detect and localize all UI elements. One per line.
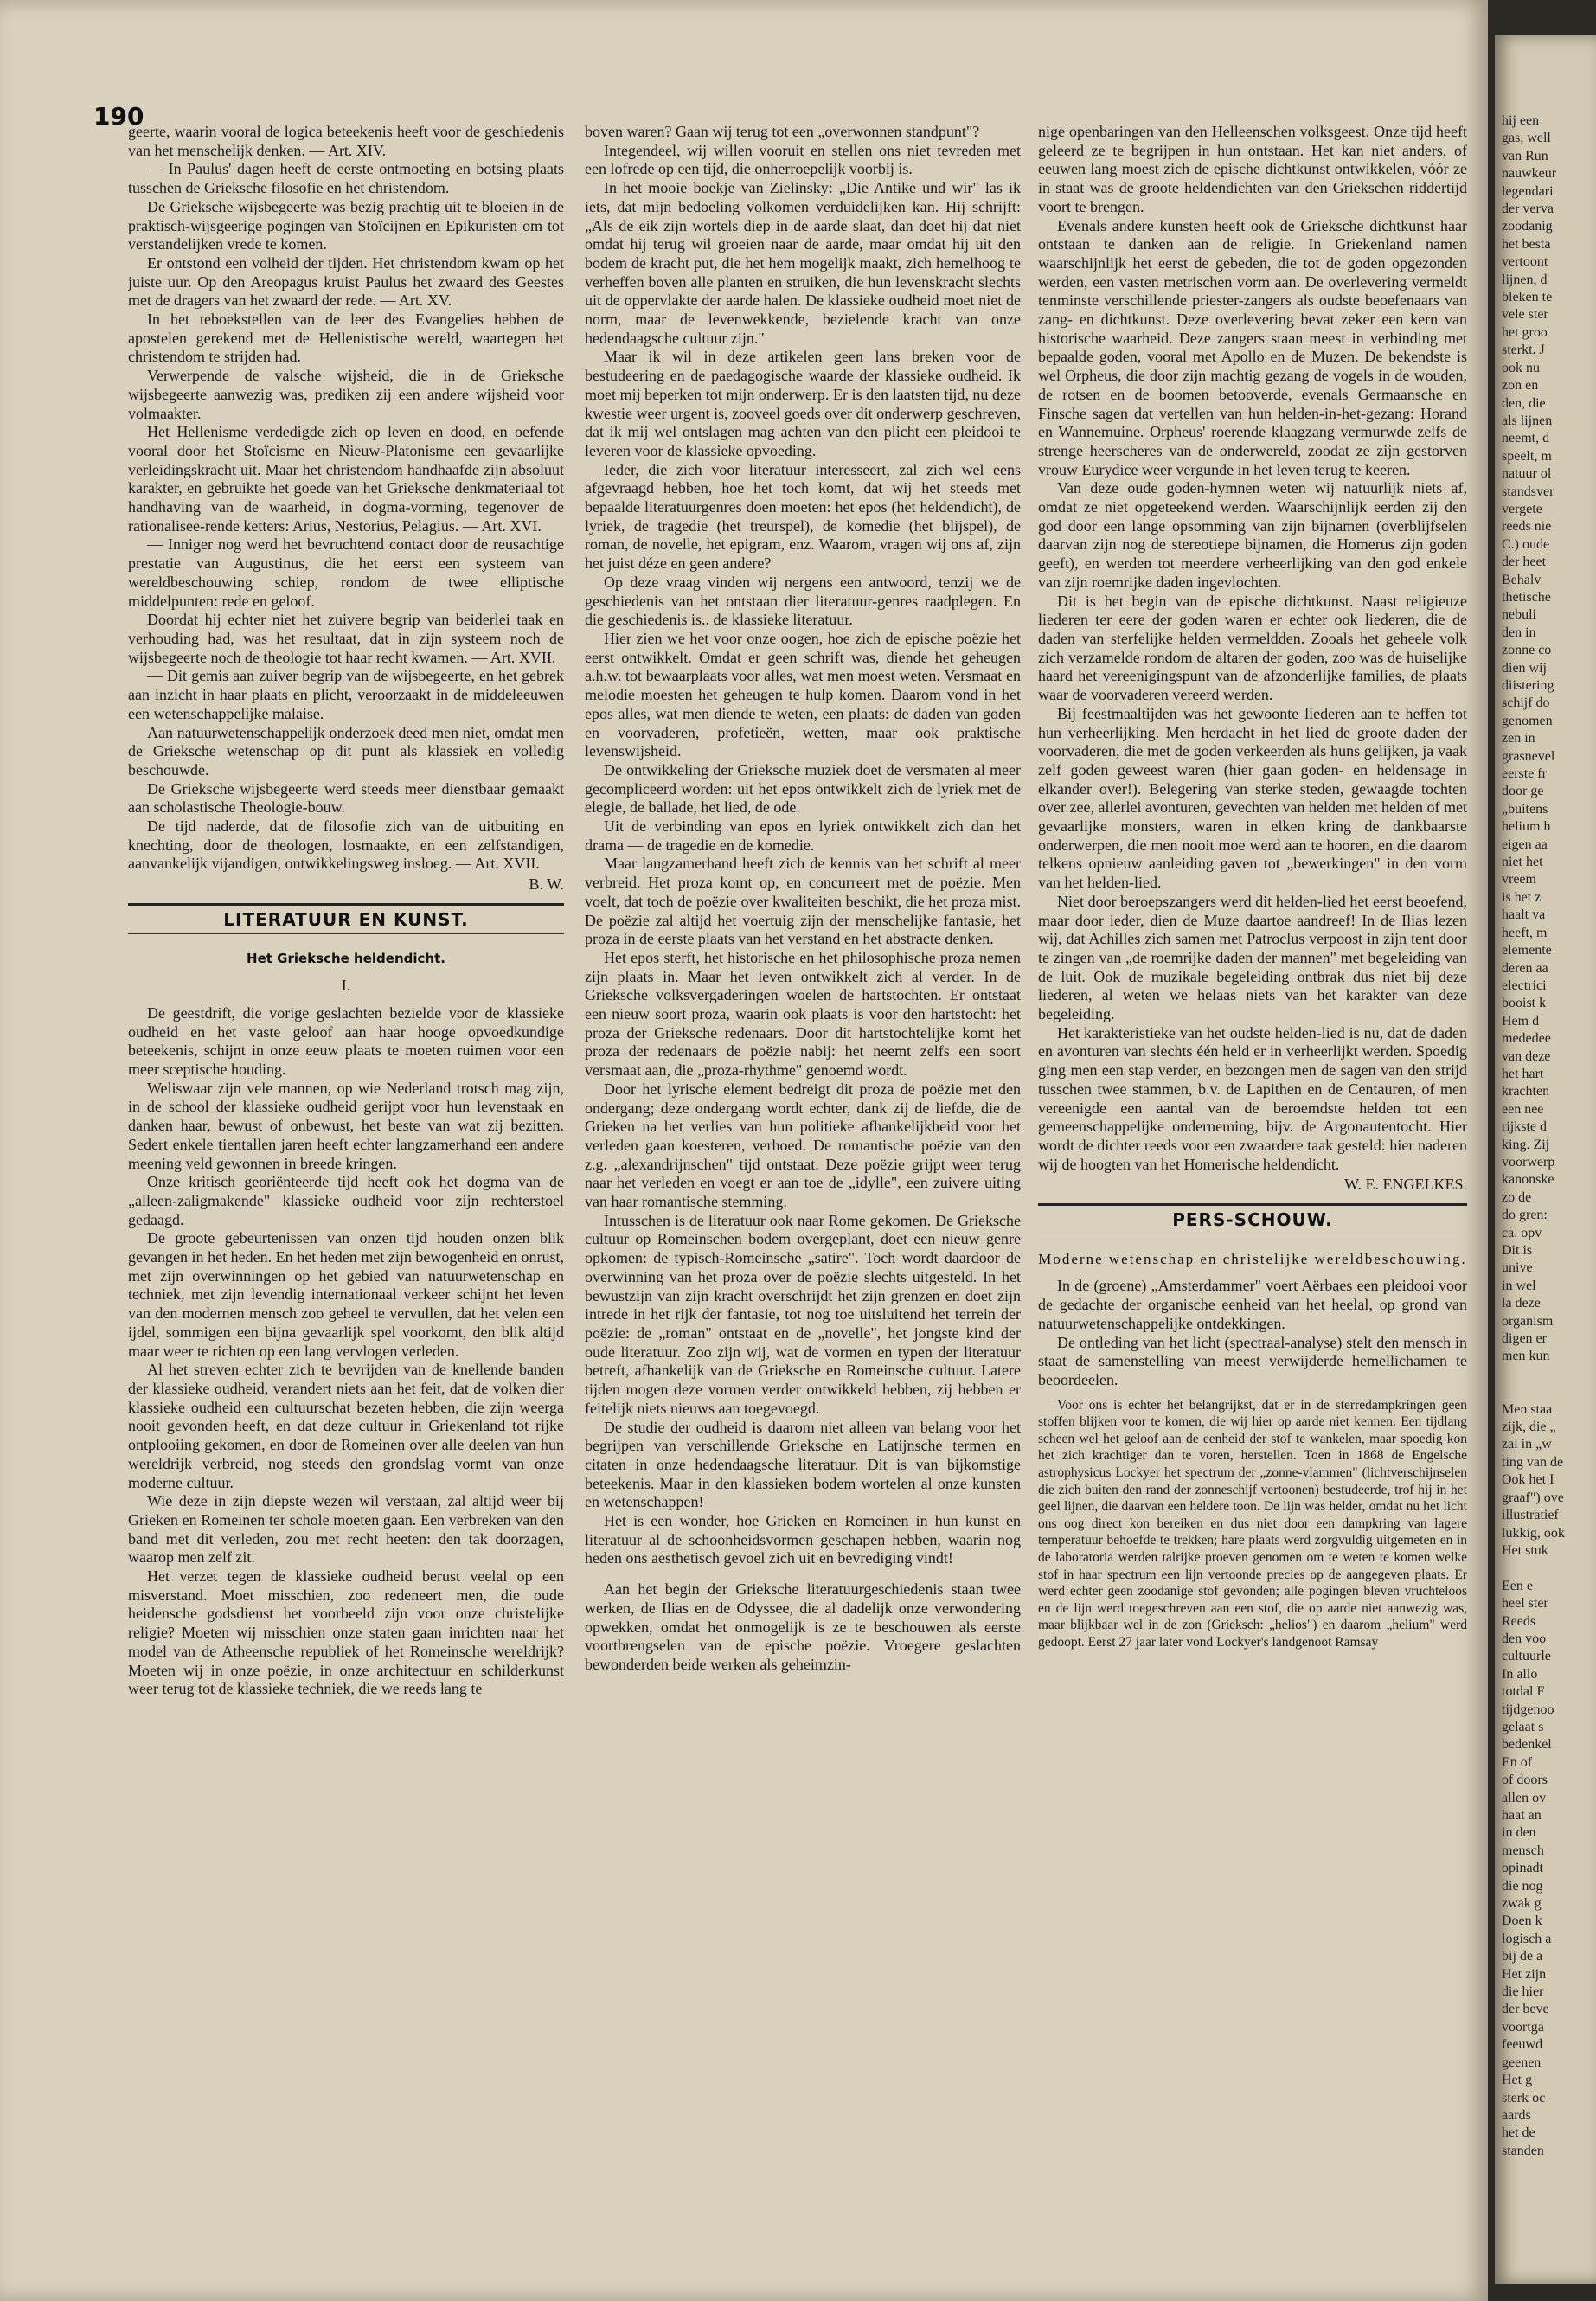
paragraph: Wie deze in zijn diepste wezen wil verstaan, zal altijd weer bij Grieken en Romeinen ter schole moeten gaan. Een verbreken van den band met dit verleden, zou met recht heeten: den tak doorzagen, waarop men zelf zit. [128,1492,564,1567]
paragraph: Ieder, die zich voor literatuur interesseert, zal zich wel eens afgevraagd hebben, hoe het toch komt, dat wij het steeds met bepaalde literatuurgenres doen moeten: het epos (het heldendicht), de lyriek, de tragedie (het treurspel), de komedie (het blijspel), de roman, de novelle, het epigram, enz. Waarom, vragen wij ons af, zijn het juist déze en geen andere? [585,460,1021,573]
paragraph: Het Hellenisme verdedigde zich op leven en dood, en oefende vooral door het Stoïcisme en Nieuw-Platonisme een gevaarlijke verleidingskracht uit. Maar het christendom handhaafde zijn absoluut karakter, en gebruikte het goede van het Grieksche denkmateriaal tot handhaving van de waarheid, in dogma-vorming, tegenover de rationalisee-rende ketters: Arius, Nestorius, Pelagius. — Art. XVI. [128,423,564,535]
section-rule [1038,1203,1467,1206]
paragraph: — Dit gemis aan zuiver begrip van de wijsbegeerte, en het gebrek aan inzicht in haar plaats en plicht, veroorzaakt in de middeleeuwen een wetenschappelijke malaise. [128,667,564,722]
paragraph: Evenals andere kunsten heeft ook de Grieksche dichtkunst haar ontstaan te danken aan de religie. In Griekenland namen waarschijnlijk het eerst de gebeden, die tot de goden opgezonden werden, een vasten metrischen vorm aan. De overlevering vermeldt tenminste verschillende priester-zangers als oudste beoefenaars van zang- en dichtkunst. Deze overlevering bevat zeker een kern van historische waarheid. Deze zangers staan meest in verbinding met bepaalde goden, vooral met Apollo en de Muzen. De bekendste is wel Orpheus, die door zijn machtig gezang de vogels in de wouden, de rotsen en de boomen betooverde, evenals Germaansche en Finsche sagen dat vertellen van hun helden-in-het-gezang: Horand en Wannemuine. Orpheus' roerende klaagzang vermurwde zelfs de strenge heerscheres van de onderwereld, zoodat ze zijn gestorven vrouw Eurydice weer vergunde in het leven terug te keeren. [1038,216,1467,478]
section-heading: PERS-SCHOUW. [1172,1209,1333,1231]
paragraph: nige openbaringen van den Helleenschen volksgeest. Onze tijd heeft geleerd ze te begrijpen in hun ontstaan. Het kan niet anders, of eeuwen lang moest zich de epische dichtkunst ontwikkelen, vóór ze in staat was de groote heldendichten van den Griekschen riddertijd voort te brengen. [1038,123,1467,215]
paragraph: Al het streven echter zich te bevrijden van de knellende banden der klassieke oudheid, verandert niets aan het feit, dat de volken dier klassieke oudheid een cultuurschat bezeten hebben, die zijn weerga nooit gevonden heeft, en dat deze cultuur in Griekenland tot rijke ontplooiing gekomen, en door de Romeinen over alle deelen van hun wereldrijk verbreid, nog steeds den grondslag vormt van onze moderne cultuur. [128,1361,564,1491]
paragraph: De Grieksche wijsbegeerte was bezig prachtig uit te bloeien in de praktisch-wijsgeerige pogingen van Stoïcijnen en Epikuristen om tot verstandelijken vrede te komen. [128,197,564,253]
spacer [1038,1390,1467,1397]
section-heading: LITERATUUR EN KUNST. [223,908,469,930]
author-signature: B. W. [529,875,564,894]
page-number: 190 [93,102,144,131]
paragraph: Integendeel, wij willen vooruit en stellen ons niet tevreden met een lofrede op een tijd, die onherroepelijk voorbij is. [585,141,1021,178]
section-rule [128,933,564,934]
paragraph: De ontleding van het licht (spectraal-analyse) stelt den mensch in staat de samenstelling van meest verwijderde hemellichamen te beoordeelen. [1038,1333,1467,1388]
paragraph: De Grieksche wijsbegeerte werd steeds meer dienstbaar gemaakt aan scholastische Theologie-bouw. [128,779,564,817]
paragraph: Het epos sterft, het historische en het philosophische proza nemen zijn plaats in. Maar het leven ontwikkelt zich al verder. In de Grieksche volksvergaderingen woelen de hartstochten. Er ontstaat een nieuw soort proza, waarin ook plaats is voor den hartstocht: het proza der Grieksche redenaars. Door dit hartstochtelijke komt het proza der redenaars de poëzie nabij: het neemt zelfs een soort versmaat aan, die „proza-rhythme" genoemd wordt. [585,948,1021,1080]
paragraph: — Inniger nog werd het bevruchtend contact door de reusachtige prestatie van Augustinus, die het eerst een systeem van wereldbeschouwing schiep, rondom de twee elliptische middelpunten: rede en geloof. [128,535,564,610]
paragraph: Aan het begin der Grieksche literatuurgeschiedenis staan twee werken, de Ilias en de Odyssee, die al dadelijk onze verwondering opwekken, omdat het onmogelijk is ze te beschouwen als eerste voortbrengselen van de epische poëzie. Vroegere geslachten bewonderden beide werken als geheimzin- [585,1580,1021,1673]
paragraph: Maar ik wil in deze artikelen geen lans breken voor de bestudeering en de paedagogische waarde der klassieke oudheid. Ik moet mij beperken tot mijn onderwerp. Er is den laatsten tijd, nu deze kwestie weer urgent is, zooveel goeds over dit onderwerp geschreven, dat ik mij wel ontslagen mag achten van den plicht een pleidooi te leveren voor de klassieke opvoeding. [585,348,1021,459]
paragraph: De geestdrift, die vorige geslachten bezielde voor de klassieke oudheid en het vaste geloof aan haar hooge opvoedkundige beteekenis, schijnt in onze eeuw plaats te moeten ruimen voor een meer sceptische houding. [128,1003,564,1079]
paragraph: Er ontstond een volheid der tijden. Het christendom kwam op het juiste uur. Op den Areopagus kruist Paulus het zwaard des Geestes met de dragers van het zwaard der rede. — Art. XV. [128,253,564,310]
adjacent-page-fragment [1495,35,1596,2284]
paragraph: Onze kritisch georiënteerde tijd heeft ook het dogma van de „alleen-zaligmakende" klassieke oudheid voor zijn rechterstoel gedaagd. [128,1173,564,1228]
column-3 [1038,123,1467,2234]
paragraph: Op deze vraag vinden wij nergens een antwoord, tenzij we de geschiedenis van het ontstaan dier literatuur-genres raadplegen. En die geschiedenis is.. de klassieke literatuur. [585,573,1021,629]
spacer [585,1568,1021,1580]
paragraph: Het is een wonder, hoe Grieken en Romeinen in hun kunst en literatuur al de schoonheidsvormen geschapen hebben, waarin nog heden ons aesthetisch gevoel zich uit en bevrediging vindt! [585,1512,1021,1567]
paragraph: geerte, waarin vooral de logica beteekenis heeft voor de geschiedenis van het menschelijk denken. — Art. XIV. [128,123,564,159]
adjacent-page-text: hij een gas, well van Run nauwkeur legendari der verva zoodanig het besta vertoont lijnen, d bleken te vele ster het groo sterkt. J ook nu zon en den, die als lijnen neemt, d speelt, m natuur ol standsver vergete reeds nie C.) oude der heet Behalv thetische nebuli den in zonne co dien wij diistering schijf do genomen zen in grasnevel eerste fr door ge „buitens helium h eigen aa niet het vreem is het z haalt va heeft, m elemente deren aa electrici booist k Hem d mededee van deze het hart krachten een nee rijkste d king. Zij voorwerp kanonske zo de do gren: ca. opv Dit is unive in wel la deze organism digen er men kun Men staa zijk, die „ zal in „w ting van de Ook het I graaf") ove illustratief lukkig, ook Het stuk Een e heel ster Reeds den voo cultuurle In allo totdal F tijdgenoo gelaat s bedenkel En of of doors allen ov haat an in den mensch opinadt die nog zwak g Doen k logisch a bij de a Het zijn die hier der beve voortga feeuwd geenen Het g sterk oc aards het de standen [1502,113,1565,2158]
paragraph: Maar langzamerhand heeft zich de kennis van het schrift al meer verbreid. Het proza komt op, en concurreert met de poëzie. Men voelt, dat toch de poëzie over kwaliteiten beschikt, die het proza mist. De poëzie zal altijd het voertuig zijn der menschelijke fantasie, het proza in de eerste plaats van het verstand en het abstracte denken. [585,855,1021,948]
column-1 [128,123,564,2234]
quoted-paragraph: Voor ons is echter het belangrijkst, dat er in de sterredampkringen geen stoffen blijken voor te komen, die wij hier op aarde niet kennen. Een tijdlang scheen wel het geloof aan de eenheid der stof te wankelen, maar spoedig kon het zich krachtiger dan te voren, herstellen. Toen in 1868 de Engelsche astrophysicus Lockyer het spectrum der „zonne-vlammen" (lichtverschijnselen die zich buiten den rand der zonneschijf vertoonen) bestudeerde, trof hij in het geel lijnen, die daarvan een heldere toon. De lijn was helder, omdat nu het licht ons oog direct kon bereiken en dus niet door een dampkring van lagere temperatuur behoefde te trekken; hare plaats werd zorgvuldig uitgemeten en in de laboratoria werden talrijke proeven genomen om te weten te komen welke stof in haar spectrum een lijn vertoonde precies op de aangegeven plaats. Er werd echter geen zoodanige stof gevonden; alle pogingen bleven vruchteloos en de lijn werd toegeschreven aan een stof, die op aarde niet aanwezig was, maar blijkbaar wel in de zon (Grieksch: „helios") en daarom „helium" werd gedoopt. Eerst 27 jaar later vond Lockyer's landgenoot Ramsay [1038,1397,1467,1650]
paragraph: Niet door beroepszangers werd dit helden-lied het eerst beoefend, maar door ieder, dien de Muze daartoe aandreef! In de Ilias lezen wij, dat Achilles zich samen met Patroclus verpoost in zijn tent door te zingen van „de roemrijke daden der mannen" met begeleiding van de luit. Ook de muzikale begeleiding ontbrak dus niet bij deze liederen, al weten we helaas niets van het karakter van deze begeleiding. [1038,892,1467,1023]
paragraph: Door het lyrische element bedreigt dit proza de poëzie met den ondergang; deze ondergang wordt echter, dank zij de liefde, die de Grieken na het verlies van hun politieke afhankelijkheid voor het verleden gaan koesteren, verhoed. De romantische poëzie van den z.g. „alexandrijnschen" tijd ontstaat. Deze poëzie grijpt weer terug naar het verleden en voegt er aan toe de „idylle", een zuivere uiting van haar romantische stemming. [585,1080,1021,1211]
author-signature: W. E. ENGELKES. [1344,1176,1467,1194]
paragraph: De ontwikkeling der Grieksche muziek doet de versmaten al meer gecompliceerd worden: uit het epos ontwikkelt zich de lyriek met de elegie, de ballade, het lied, de ode. [585,760,1021,817]
paragraph: boven waren? Gaan wij terug tot een „overwonnen standpunt"? [585,123,980,140]
paragraph: In het teboekstellen van de leer des Evangelies hebben de apostelen gerekend met de Hellenistische wereld, waartegen het christendom te strijden had. [128,311,564,366]
paragraph: Van deze oude goden-hymnen weten wij natuurlijk niets af, omdat ze niet opgeteekend werden. Waarschijnlijk eerden zij den god door een lange opsomming van zijn bijnamen (overblijfselen daarvan zijn nog de stereotiepe bijnamen, die Homerus zijn goden geeft), en werden tot meerdere verheerlijking van den god enkele van zijn roemrijke daden ingevlochten. [1038,479,1467,591]
paragraph: — In Paulus' dagen heeft de eerste ontmoeting en botsing plaats tusschen de Grieksche filosofie en het christendom. [128,160,564,197]
paragraph: In de (groene) „Amsterdammer" voert Aërbaes een pleidooi voor de gedachte der organische eenheid van het heelal, op grond van natuurwetenschappelijke ontdekkingen. [1038,1277,1467,1332]
paragraph: Doordat hij echter niet het zuivere begrip van beiderlei taak en verhouding had, was het resultaat, dat in zijn systeem noch de wijsbegeerte noch de theologie tot haar recht kwamen. — Art. XVII. [128,611,564,666]
article-title: Moderne wetenschap en christelijke wereldbeschouwing. [1038,1250,1467,1267]
paragraph: Hier zien we het voor onze oogen, hoe zich de epische poëzie het eerst ontwikkelt. Omdat er geen schrift was, diende het geheugen a.h.w. tot bewaarplaats voor alles, wat men moest weten. Versmaat en melodie moesten het geheugen te hulp komen. Daarom vond in het epos alles, wat men diende te weten, een plaats: de daden van goden en voorvaderen, profetieën, wetten, maar ook praktische levenswijsheid. [585,629,1021,760]
paragraph: Het karakteristieke van het oudste helden-lied is nu, dat de daden en avonturen van slechts één held er in verheerlijkt werden. Spoedig ging men een stap verder, en bezongen men de sagen van den strijd tusschen twee stammen, b.v. de Lapithen en de Centauren, of men vereenigde een aantal van de beroemdste helden tot een gemeenschappelijke onderneming, bijv. de Argonautentocht. Hier wordt de dichter reeds voor een zwaardere taak gesteld: hier naderen wij de hoogten van het Homerische heldendicht. [1038,1023,1467,1173]
article-title: Het Grieksche heldendicht. [247,950,445,966]
paragraph: Bij feestmaaltijden was het gewoonte liederen aan te heffen tot hun verheerlijking. Men herdacht in het lied de groote daden der voorvaderen, die met de goden verkeerden als huns gelijken, ja vaak zelf goden geweest waren (hier gaan goden- en heldensage in elkander over!). Belegering van sterke steden, gewaagde tochten over zee, allerlei avonturen, gevechten van helden met helden of met gevaarlijke monsters, waren in elken kring de dankbaarste onderwerpen, die men nooit moe werd aan te hooren, en die daarom telkens opnieuw aanleiding gaven tot „bewerkingen" in den vorm van het helden-lied. [1038,704,1467,892]
section-rule [128,903,564,906]
paragraph: Het verzet tegen de klassieke oudheid berust veelal op een misverstand. Moet misschien, zoo redeneert men, die oude heidensche godsdienst het voorbeeld zijn voor onze christelijke religie? Moeten wij misschien onze staten gaan inrichten naar het model van de Atheensche republiek of het Romeinsche wereldrijk? Moeten wij in onze poëzie, in onze architectuur en schilderkunst weer terug tot de klassieke techniek, die we reeds lang te [128,1567,564,1698]
paragraph: Aan natuurwetenschappelijk onderzoek deed men niet, omdat men de Grieksche wetenschap op dit punt als klassiek en volledig beschouwde. [128,723,564,779]
paragraph: De groote gebeurtenissen van onzen tijd houden onzen blik gevangen in het heden. En het heden met zijn bewogenheid en onrust, met zijn overwinningen op het gebied van natuurwetenschap en techniek, met zijn levendig internationaal verkeer schijnt het leven van den modernen mensch zoo geheel te vervullen, dat het velen een ijdel, sommigen een bijna gevaarlijk spel voorkomt, den blik altijd maar weer te richten op een lang vervlogen verleden. [128,1229,564,1360]
paragraph: In het mooie boekje van Zielinsky: „Die Antike und wir" las ik iets, dat mijn bedoeling volkomen verduidelijken kan. Hij schrijft: „Als de eik zijn wortels diep in de aarde slaat, dan doet hij dat niet omdat hij terug wil groeien naar de aarde, maar omdat hij uit den bodem de kracht put, die het hem mogelijk maakt, zich hemelhoog te verheffen boven alle planten en struiken, die hun levenskracht slechts uit de oppervlakte der aarde halen. De klassieke oudheid moet niet de norm, maar de levenwekkende, bezielende kracht van onze hedendaagsche cultuur zijn." [585,179,1021,347]
paragraph: Dit is het begin van de epische dichtkunst. Naast religieuze liederen ter eere der goden waren er echter ook liederen, die de daden van sterfelijke helden vermeldden. Zooals het geheele volk zich verzamelde rondom de altaren der goden, zoo was de huiselijke haard het vereenigingspunt van de afzonderlijke families, de plaats waar de voorvaderen vereerd werden. [1038,592,1467,704]
paragraph: Intusschen is de literatuur ook naar Rome gekomen. De Grieksche cultuur op Romeinschen bodem overgeplant, doet een nieuw genre opkomen: de typisch-Romeinsche „satire". Toch wordt daardoor de overwinning van het proza over de poëzie slechts uitgesteld. In het bewustzijn van zijn kracht overschrijdt het zijn grenzen en doet zijn intrede in het rijk der fantasie, tot nog toe uitsluitend het terrein der poëzie: de „roman" ontstaat en de „novelle", het jongste kind der oude literatuur. Zoo zijn wij, wat de vormen en typen der literatuur betreft, afhankelijk van de Grieksche en Romeinsche cultuur. Latere tijden mogen deze vormen verder ontwikkeld hebben, zij hebben er feitelijk niets nieuws aan toegevoegd. [585,1211,1021,1417]
article-numeral: I. [341,977,351,995]
paragraph: Weliswaar zijn vele mannen, op wie Nederland trotsch mag zijn, in de school der klassieke oudheid gerijpt voor hun levenstaak en danken haar, bewust of onbewust, het beste van wat zij bezitten. Sedert enkele tientallen jaren heeft echter langzamerhand een andere meening veld gewonnen in breede kringen. [128,1079,564,1172]
paragraph: Uit de verbinding van epos en lyriek ontwikkelt zich dan het drama — de tragedie en de komedie. [585,817,1021,854]
paragraph: Verwerpende de valsche wijsheid, die in de Grieksche wijsbegeerte aanwezig was, prediken zij een andere wijsheid voor volmaakter. [128,367,564,422]
paragraph: De studie der oudheid is daarom niet alleen van belang voor het begrijpen van verschillende Grieksche en Latijnsche termen en citaten in onze hedendaagsche literatuur. Dit is van bijkomstige beteekenis. Maar in den klassieken bodem wortelen al onze kunsten en wetenschappen! [585,1418,1021,1511]
column-2 [585,123,1021,2234]
paragraph: De tijd naderde, dat de filosofie zich van de uitbuiting en knechting, door de theologen, losmaakte, en een zelfstandigen, aanvankelijk vijandigen, ontwikkelingsweg insloeg. — Art. XVII. [128,817,564,873]
